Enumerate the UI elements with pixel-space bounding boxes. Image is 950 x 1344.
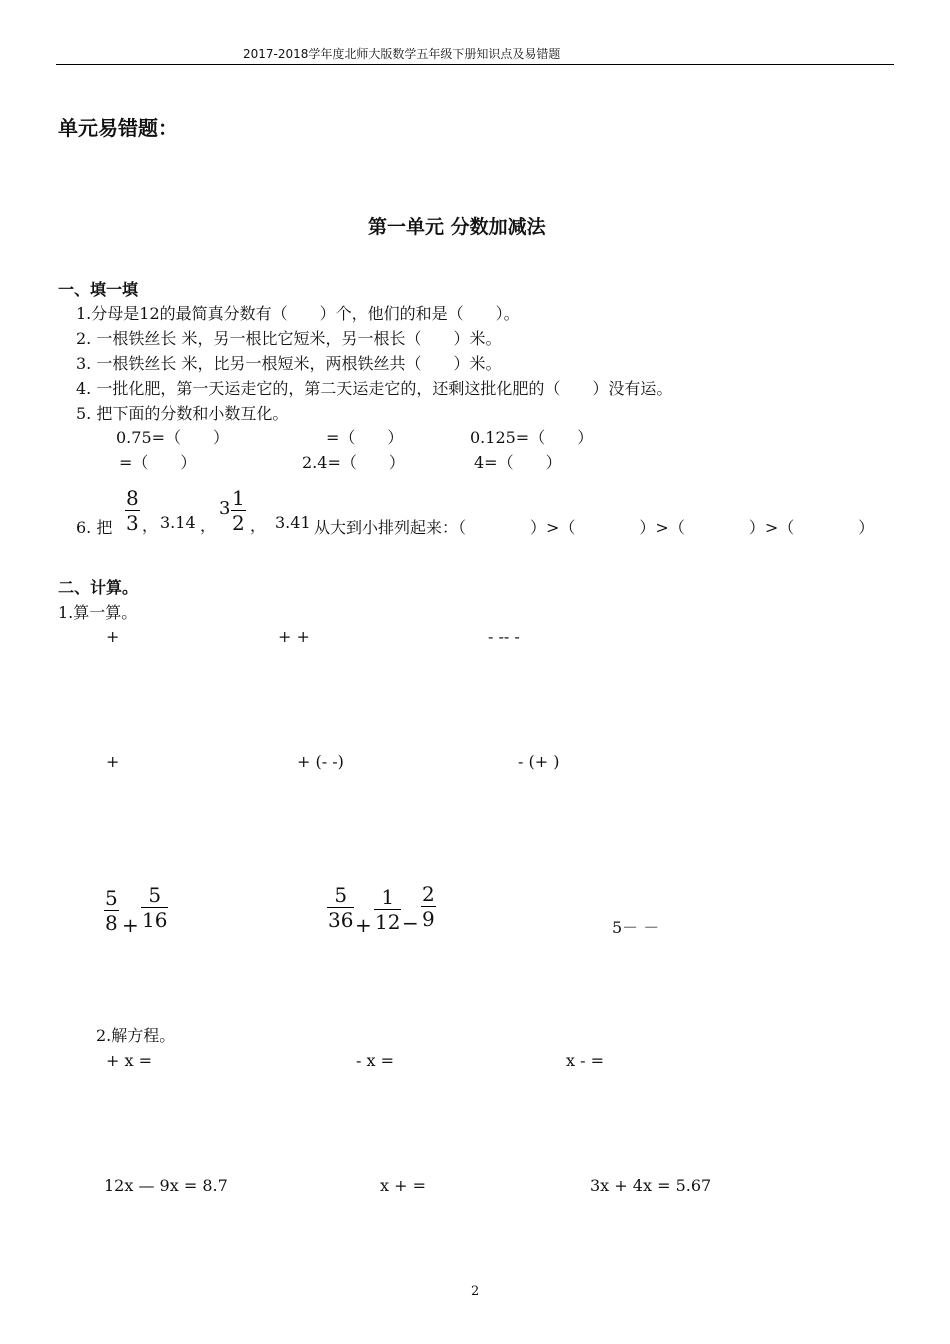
- fraction-den: 36: [328, 908, 354, 932]
- row3-b-fraction-3: [421, 884, 436, 929]
- question-3: 3. 一根铁丝长 米，比另一根短米，两根铁丝共（ ）米。: [76, 354, 502, 373]
- q6-mixed-den: 2: [232, 511, 245, 535]
- fraction-num: 2: [422, 882, 435, 906]
- q6-fraction-1-num: 8: [126, 486, 139, 510]
- question-2: 2. 一根铁丝长 米，另一根比它短米，另一根长（ ）米。: [76, 329, 502, 348]
- part2-sub2: 2.解方程。: [96, 1026, 176, 1045]
- equation-row1-item2: - x =: [356, 1051, 395, 1070]
- fraction-den: 12: [375, 910, 401, 934]
- q6-prefix: 6. 把: [76, 518, 113, 537]
- equation-row2-item3: 3x + 4x = 5.67: [590, 1176, 712, 1195]
- calc-row2-item3: - (+ ): [518, 752, 560, 771]
- row3-a-fraction-2: [141, 885, 168, 930]
- q6-suffix: 从大到小排列起来：（ ）>（ ）>（ ）>（ ）: [314, 518, 875, 537]
- header-rule: [56, 64, 894, 65]
- section-title: 单元易错题：: [58, 116, 178, 140]
- row3-a-fraction-1: [104, 888, 119, 933]
- equation-row2-item2: x + =: [380, 1176, 427, 1195]
- calc-row1-item1: +: [106, 627, 120, 646]
- fraction-den: 16: [142, 908, 168, 932]
- q5-item-5: 2.4=（ ）: [302, 453, 405, 472]
- q6-value-4: 3.41: [275, 513, 311, 532]
- row3-c-expression: 5－ －: [612, 918, 660, 937]
- equation-row2-item1: 12x — 9x = 8.7: [104, 1176, 228, 1195]
- fraction-num: 5: [334, 883, 348, 907]
- q6-mixed-num: 1: [232, 486, 245, 510]
- fraction-den: 9: [422, 907, 435, 931]
- fraction-num: 5: [105, 886, 118, 910]
- calc-row1-item2: + +: [278, 627, 310, 646]
- q6-separator-2: ，: [200, 516, 217, 535]
- q6-separator-3: ，: [250, 516, 267, 535]
- q6-fraction-1: [125, 488, 140, 533]
- q6-mixed-fraction: [231, 488, 246, 533]
- unit-title: 第一单元 分数加减法: [368, 216, 546, 238]
- fraction-num: 5: [148, 883, 162, 907]
- question-1: 1.分母是12的最简真分数有（ ）个，他们的和是（ ）。: [76, 304, 520, 323]
- row3-b-operator-1: +: [355, 913, 372, 937]
- question-5: 5. 把下面的分数和小数互化。: [76, 404, 289, 423]
- equation-row1-item1: + x =: [106, 1051, 153, 1070]
- part2-heading: 二、计算。: [58, 578, 139, 597]
- row3-b-fraction-1: [327, 885, 354, 930]
- equation-row1-item3: x - =: [566, 1051, 605, 1070]
- q5-item-3: 0.125=（ ）: [470, 428, 594, 447]
- calc-row2-item2: + (- -): [297, 752, 344, 771]
- question-4: 4. 一批化肥，第一天运走它的，第二天运走它的，还剩这批化肥的（ ）没有运。: [76, 379, 673, 398]
- page-header: 2017-2018学年度北师大版数学五年级下册知识点及易错题: [243, 47, 561, 61]
- part1-heading: 一、填一填: [58, 280, 139, 299]
- q5-item-4: =（ ）: [119, 453, 197, 472]
- calc-row1-item3: - -- -: [488, 627, 520, 646]
- q5-item-2: =（ ）: [326, 428, 404, 447]
- fraction-den: 8: [105, 911, 118, 935]
- row3-b-operator-2: −: [402, 911, 419, 935]
- q6-mixed-whole: 3: [219, 498, 231, 519]
- q5-item-6: 4=（ ）: [474, 453, 562, 472]
- calc-row2-item1: +: [106, 752, 120, 771]
- row3-b-fraction-2: [374, 887, 401, 932]
- q6-separator-1: ，: [142, 516, 159, 535]
- page-number: 2: [471, 1284, 480, 1299]
- q6-value-2: 3.14: [160, 513, 196, 532]
- q5-item-1: 0.75=（ ）: [116, 428, 230, 447]
- q6-fraction-1-den: 3: [126, 511, 139, 535]
- fraction-num: 1: [381, 885, 395, 909]
- part2-sub1: 1.算一算。: [58, 603, 138, 622]
- row3-a-operator: +: [122, 913, 139, 937]
